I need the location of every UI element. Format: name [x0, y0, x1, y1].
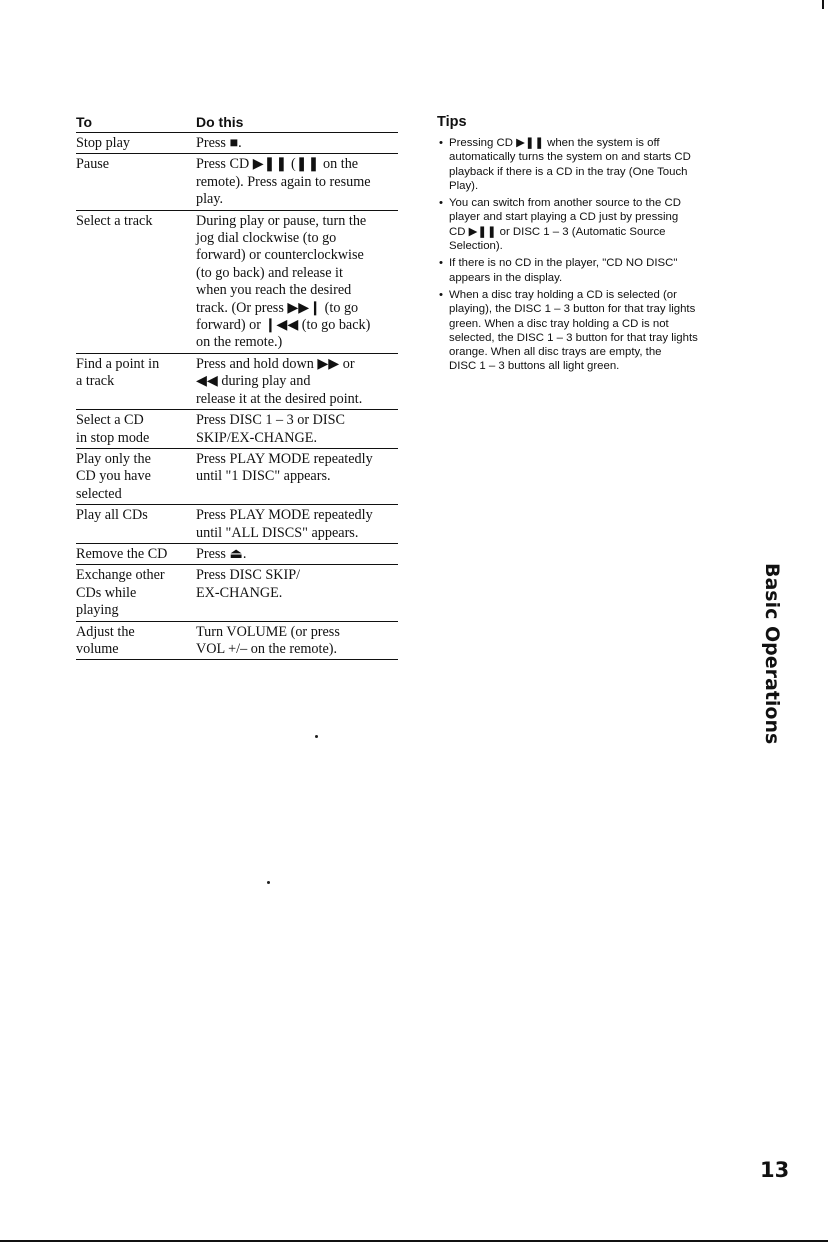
- side-tab-label: Basic Operations: [761, 563, 783, 745]
- tip-text: If there is no CD in the player, "CD NO DISC" appears in the display.: [449, 257, 678, 284]
- tip-item: [437, 196, 757, 253]
- row-instruction: Press ■.: [196, 135, 242, 151]
- tip-text: You can switch from another source to the CD player and start playing a CD just by pressing CD ▶❚❚ or DISC 1 – 3 (Automatic Source Selection).: [449, 197, 681, 253]
- row-action: Play only the CD you have selected: [76, 450, 151, 502]
- bullet-icon: •: [439, 197, 443, 210]
- table-row: [76, 211, 398, 354]
- header-to: To: [76, 114, 93, 130]
- bottom-rule: [0, 1240, 828, 1242]
- table-row: [76, 133, 398, 154]
- row-action: Select a track: [76, 212, 153, 229]
- section-side-tab: [757, 563, 787, 745]
- row-instruction: Press PLAY MODE repeatedly until "1 DISC" appears.: [196, 450, 373, 485]
- header-do-this: Do this: [196, 114, 244, 130]
- row-instruction: Press DISC SKIP/ EX-CHANGE.: [196, 567, 301, 601]
- row-action: Find a point in a track: [76, 355, 160, 390]
- bullet-icon: •: [439, 288, 443, 301]
- table-row: [76, 505, 398, 544]
- row-instruction: Turn VOLUME (or press VOL +/– on the remote).: [196, 623, 340, 657]
- row-action: Stop play: [76, 135, 130, 151]
- table-row: [76, 410, 398, 449]
- row-action: Select a CD in stop mode: [76, 412, 150, 446]
- scan-speck: [315, 735, 318, 738]
- page-number: 13: [760, 1158, 790, 1182]
- edge-mark: [822, 0, 824, 9]
- row-action: Pause: [76, 156, 110, 173]
- operation-table: [76, 113, 398, 660]
- tip-text: Pressing CD ▶❚❚ when the system is off automatically turns the system on and starts CD playback if there is a CD in the tray (One Touch Play).: [449, 137, 691, 192]
- bullet-icon: •: [439, 257, 443, 270]
- tips-list: [437, 136, 757, 374]
- table-header: [76, 113, 398, 133]
- row-action: Exchange other CDs while playing: [76, 567, 165, 619]
- row-instruction: Press ⏏.: [196, 545, 247, 562]
- row-instruction: Press CD ▶❚❚ (❚❚ on the remote). Press again to resume play.: [196, 156, 371, 208]
- row-instruction: Press PLAY MODE repeatedly until "ALL DISCS" appears.: [196, 507, 373, 541]
- bullet-icon: •: [439, 137, 443, 149]
- tips-section: [437, 112, 757, 377]
- table-row: [76, 622, 398, 661]
- row-action: Adjust the volume: [76, 623, 135, 657]
- table-row: [76, 154, 398, 210]
- scan-speck: [267, 881, 270, 884]
- tip-item: [437, 288, 757, 374]
- tip-text: When a disc tray holding a CD is selected (or playing), the DISC 1 – 3 button for that tray lights green. When a disc tray holding a CD is not selected, the DISC 1 – 3 button for that tray lights orange. When all disc trays are empty, the DISC 1 – 3 buttons all light green.: [449, 288, 698, 373]
- tips-title: Tips: [437, 114, 467, 130]
- table-row: [76, 544, 398, 565]
- table-row: [76, 449, 398, 505]
- table-row: [76, 565, 398, 621]
- row-instruction: Press DISC 1 – 3 or DISC SKIP/EX-CHANGE.: [196, 412, 345, 446]
- table-row: [76, 354, 398, 410]
- row-instruction: Press and hold down ▶▶ or ◀◀ during play and release it at the desired point.: [196, 355, 363, 407]
- tip-item: [437, 256, 757, 285]
- row-action: Play all CDs: [76, 507, 148, 524]
- row-instruction: During play or pause, turn the jog dial clockwise (to go forward) or counterclockwise (to go back) and release it when you reach the desired track. (Or press ▶▶❙ (to go forward) or ❙◀◀ (to go back) on the remote.): [196, 212, 371, 351]
- row-action: Remove the CD: [76, 545, 168, 562]
- tip-item: [437, 136, 757, 193]
